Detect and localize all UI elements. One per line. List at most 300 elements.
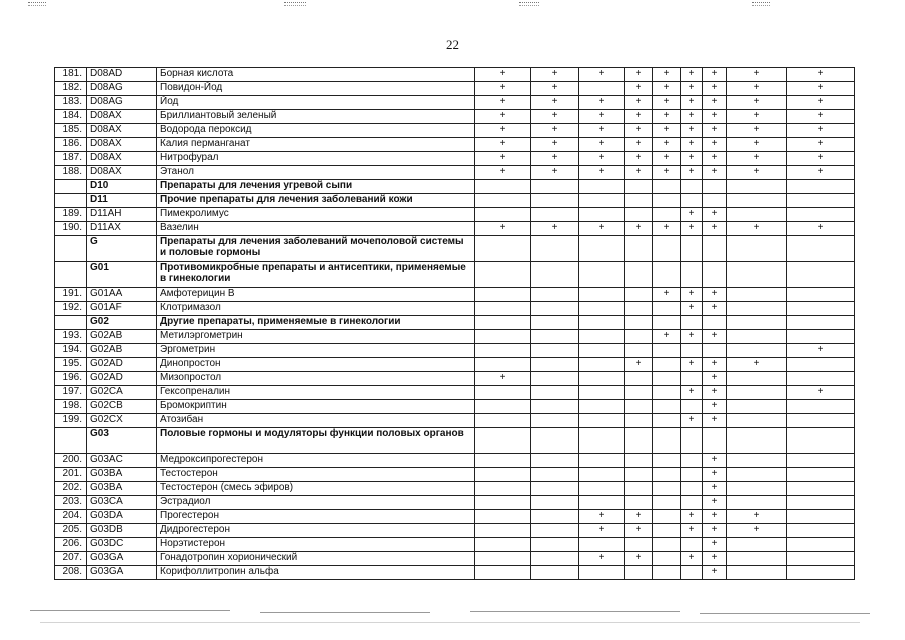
table-row: [55, 288, 855, 302]
drug-name-cell: Бриллиантовый зеленый: [157, 110, 475, 124]
drug-name-cell: Гексопреналин: [157, 386, 475, 400]
availability-mark-cell: [579, 288, 625, 302]
row-number-cell: 182.: [55, 82, 87, 96]
drug-name-cell: Тестостерон: [157, 468, 475, 482]
availability-mark-cell: +: [703, 166, 727, 180]
table-row: [55, 68, 855, 82]
availability-mark-cell: [531, 552, 579, 566]
availability-mark-cell: +: [653, 222, 681, 236]
atc-code-cell: G03CA: [87, 496, 157, 510]
drug-name-cell: Дидрогестерон: [157, 524, 475, 538]
availability-mark-cell: [703, 344, 727, 358]
availability-mark-cell: +: [653, 166, 681, 180]
availability-mark-cell: +: [727, 68, 787, 82]
drug-name-cell: Половые гормоны и модуляторы функции половых органов: [157, 428, 475, 454]
row-number-cell: 185.: [55, 124, 87, 138]
table-row: [55, 510, 855, 524]
availability-mark-cell: [475, 524, 531, 538]
availability-mark-cell: [531, 482, 579, 496]
row-number-cell: 201.: [55, 468, 87, 482]
availability-mark-cell: [727, 552, 787, 566]
availability-mark-cell: [531, 302, 579, 316]
availability-mark-cell: [653, 482, 681, 496]
drug-name-cell: Йод: [157, 96, 475, 110]
availability-mark-cell: +: [703, 152, 727, 166]
availability-mark-cell: +: [727, 152, 787, 166]
availability-mark-cell: +: [531, 96, 579, 110]
availability-mark-cell: +: [579, 68, 625, 82]
drug-name-cell: Вазелин: [157, 222, 475, 236]
availability-mark-cell: +: [681, 124, 703, 138]
availability-mark-cell: [579, 538, 625, 552]
availability-mark-cell: +: [787, 82, 855, 96]
availability-mark-cell: [625, 496, 653, 510]
row-number-cell: [55, 194, 87, 208]
table-row: [55, 538, 855, 552]
availability-mark-cell: +: [703, 208, 727, 222]
drug-name-cell: Эстрадиол: [157, 496, 475, 510]
availability-mark-cell: [579, 262, 625, 288]
availability-mark-cell: [787, 288, 855, 302]
availability-mark-cell: [625, 372, 653, 386]
availability-mark-cell: +: [475, 82, 531, 96]
availability-mark-cell: [579, 454, 625, 468]
availability-mark-cell: [531, 236, 579, 262]
availability-mark-cell: [475, 482, 531, 496]
drug-name-cell: Другие препараты, применяемые в гинекологии: [157, 316, 475, 330]
table-row: [55, 468, 855, 482]
availability-mark-cell: [475, 428, 531, 454]
availability-mark-cell: [727, 468, 787, 482]
table-row: [55, 386, 855, 400]
availability-mark-cell: [475, 414, 531, 428]
availability-mark-cell: [531, 510, 579, 524]
availability-mark-cell: [653, 454, 681, 468]
availability-mark-cell: [531, 468, 579, 482]
availability-mark-cell: [653, 496, 681, 510]
atc-code-cell: D11: [87, 194, 157, 208]
availability-mark-cell: [579, 372, 625, 386]
availability-mark-cell: +: [681, 524, 703, 538]
drug-name-cell: Корифоллитропин альфа: [157, 566, 475, 580]
availability-mark-cell: [531, 358, 579, 372]
row-number-cell: 187.: [55, 152, 87, 166]
availability-mark-cell: [703, 428, 727, 454]
drug-registry-table: [54, 67, 855, 580]
availability-mark-cell: [653, 194, 681, 208]
availability-mark-cell: [475, 454, 531, 468]
availability-mark-cell: [475, 302, 531, 316]
table-row: [55, 344, 855, 358]
availability-mark-cell: +: [579, 124, 625, 138]
availability-mark-cell: +: [625, 166, 653, 180]
availability-mark-cell: [531, 180, 579, 194]
availability-mark-cell: [727, 496, 787, 510]
atc-code-cell: D10: [87, 180, 157, 194]
availability-mark-cell: [727, 180, 787, 194]
row-number-cell: [55, 180, 87, 194]
row-number-cell: 190.: [55, 222, 87, 236]
availability-mark-cell: +: [625, 358, 653, 372]
row-number-cell: 207.: [55, 552, 87, 566]
drug-name-cell: Водорода пероксид: [157, 124, 475, 138]
availability-mark-cell: [681, 400, 703, 414]
availability-mark-cell: +: [703, 110, 727, 124]
drug-name-cell: Пимекролимус: [157, 208, 475, 222]
availability-mark-cell: [727, 566, 787, 580]
row-number-cell: 198.: [55, 400, 87, 414]
availability-mark-cell: +: [703, 454, 727, 468]
row-number-cell: 197.: [55, 386, 87, 400]
availability-mark-cell: [787, 566, 855, 580]
availability-mark-cell: [727, 400, 787, 414]
availability-mark-cell: [787, 414, 855, 428]
drug-name-cell: Мизопростол: [157, 372, 475, 386]
drug-name-cell: Нитрофурал: [157, 152, 475, 166]
availability-mark-cell: [653, 262, 681, 288]
row-number-cell: 194.: [55, 344, 87, 358]
availability-mark-cell: +: [579, 510, 625, 524]
availability-mark-cell: [727, 236, 787, 262]
availability-mark-cell: +: [681, 386, 703, 400]
atc-code-cell: D08AG: [87, 96, 157, 110]
availability-mark-cell: +: [653, 68, 681, 82]
availability-mark-cell: [531, 330, 579, 344]
atc-code-cell: D08AX: [87, 166, 157, 180]
availability-mark-cell: [475, 566, 531, 580]
availability-mark-cell: +: [727, 166, 787, 180]
availability-mark-cell: [727, 330, 787, 344]
availability-mark-cell: [681, 372, 703, 386]
availability-mark-cell: +: [625, 82, 653, 96]
row-number-cell: 186.: [55, 138, 87, 152]
availability-mark-cell: [625, 566, 653, 580]
availability-mark-cell: [681, 566, 703, 580]
atc-code-cell: G03DB: [87, 524, 157, 538]
row-number-cell: 188.: [55, 166, 87, 180]
drug-name-cell: Бромокриптин: [157, 400, 475, 414]
table-row: [55, 152, 855, 166]
atc-code-cell: G01AA: [87, 288, 157, 302]
availability-mark-cell: +: [727, 110, 787, 124]
table-row: [55, 566, 855, 580]
availability-mark-cell: +: [625, 552, 653, 566]
row-number-cell: 208.: [55, 566, 87, 580]
availability-mark-cell: +: [625, 138, 653, 152]
availability-mark-cell: [531, 454, 579, 468]
atc-code-cell: G02AB: [87, 330, 157, 344]
drug-name-cell: Препараты для лечения угревой сыпи: [157, 180, 475, 194]
row-number-cell: [55, 316, 87, 330]
availability-mark-cell: [475, 400, 531, 414]
atc-code-cell: G02: [87, 316, 157, 330]
availability-mark-cell: +: [787, 124, 855, 138]
atc-code-cell: G03DA: [87, 510, 157, 524]
availability-mark-cell: +: [681, 414, 703, 428]
row-number-cell: 193.: [55, 330, 87, 344]
availability-mark-cell: [579, 386, 625, 400]
availability-mark-cell: [625, 482, 653, 496]
availability-mark-cell: [787, 538, 855, 552]
availability-mark-cell: [625, 288, 653, 302]
atc-code-cell: D08AX: [87, 124, 157, 138]
availability-mark-cell: +: [653, 110, 681, 124]
availability-mark-cell: [787, 454, 855, 468]
availability-mark-cell: [625, 316, 653, 330]
drug-name-cell: Гонадотропин хорионический: [157, 552, 475, 566]
availability-mark-cell: [531, 496, 579, 510]
availability-mark-cell: +: [625, 96, 653, 110]
availability-mark-cell: +: [579, 96, 625, 110]
availability-mark-cell: [579, 82, 625, 96]
availability-mark-cell: +: [703, 124, 727, 138]
atc-code-cell: G03BA: [87, 468, 157, 482]
availability-mark-cell: [625, 194, 653, 208]
availability-mark-cell: [727, 428, 787, 454]
availability-mark-cell: [703, 236, 727, 262]
atc-code-cell: G03: [87, 428, 157, 454]
availability-mark-cell: [787, 524, 855, 538]
availability-mark-cell: +: [579, 110, 625, 124]
availability-mark-cell: +: [787, 68, 855, 82]
atc-code-cell: G03GA: [87, 552, 157, 566]
row-number-cell: 189.: [55, 208, 87, 222]
row-number-cell: [55, 262, 87, 288]
availability-mark-cell: [579, 302, 625, 316]
availability-mark-cell: +: [727, 358, 787, 372]
availability-mark-cell: [681, 468, 703, 482]
availability-mark-cell: +: [579, 138, 625, 152]
table-row: [55, 454, 855, 468]
atc-code-cell: G02CB: [87, 400, 157, 414]
availability-mark-cell: +: [531, 82, 579, 96]
availability-mark-cell: [625, 400, 653, 414]
availability-mark-cell: [475, 538, 531, 552]
availability-mark-cell: [625, 180, 653, 194]
availability-mark-cell: [531, 316, 579, 330]
availability-mark-cell: [703, 316, 727, 330]
availability-mark-cell: [653, 468, 681, 482]
availability-mark-cell: [531, 208, 579, 222]
availability-mark-cell: [681, 262, 703, 288]
availability-mark-cell: [579, 428, 625, 454]
availability-mark-cell: [579, 358, 625, 372]
availability-mark-cell: +: [579, 166, 625, 180]
availability-mark-cell: +: [787, 138, 855, 152]
availability-mark-cell: [727, 414, 787, 428]
atc-code-cell: G03BA: [87, 482, 157, 496]
availability-mark-cell: +: [727, 524, 787, 538]
availability-mark-cell: +: [681, 68, 703, 82]
availability-mark-cell: [727, 482, 787, 496]
availability-mark-cell: +: [703, 468, 727, 482]
availability-mark-cell: +: [681, 138, 703, 152]
availability-mark-cell: +: [653, 330, 681, 344]
availability-mark-cell: [653, 386, 681, 400]
availability-mark-cell: +: [681, 82, 703, 96]
table-group-row: [55, 316, 855, 330]
availability-mark-cell: [727, 208, 787, 222]
availability-mark-cell: [475, 316, 531, 330]
availability-mark-cell: [681, 344, 703, 358]
availability-mark-cell: [653, 428, 681, 454]
availability-mark-cell: [703, 180, 727, 194]
availability-mark-cell: [653, 552, 681, 566]
availability-mark-cell: [531, 386, 579, 400]
availability-mark-cell: +: [787, 222, 855, 236]
atc-code-cell: D08AD: [87, 68, 157, 82]
drug-name-cell: Противомикробные препараты и антисептики, применяемые в гинекологии: [157, 262, 475, 288]
scan-artifacts-top: [0, 0, 905, 14]
availability-mark-cell: [681, 236, 703, 262]
availability-mark-cell: +: [531, 124, 579, 138]
availability-mark-cell: +: [703, 358, 727, 372]
availability-mark-cell: [653, 524, 681, 538]
availability-mark-cell: [653, 510, 681, 524]
availability-mark-cell: +: [625, 68, 653, 82]
availability-mark-cell: [531, 344, 579, 358]
availability-mark-cell: +: [703, 222, 727, 236]
availability-mark-cell: +: [625, 152, 653, 166]
availability-mark-cell: +: [787, 386, 855, 400]
drug-name-cell: Прочие препараты для лечения заболеваний кожи: [157, 194, 475, 208]
availability-mark-cell: [787, 428, 855, 454]
table-row: [55, 302, 855, 316]
availability-mark-cell: +: [703, 496, 727, 510]
availability-mark-cell: [681, 538, 703, 552]
row-number-cell: 200.: [55, 454, 87, 468]
table-row: [55, 110, 855, 124]
availability-mark-cell: [727, 454, 787, 468]
page-number: 22: [446, 37, 459, 52]
availability-mark-cell: [579, 496, 625, 510]
availability-mark-cell: [653, 538, 681, 552]
drug-name-cell: Норэтистерон: [157, 538, 475, 552]
availability-mark-cell: +: [703, 372, 727, 386]
availability-mark-cell: [579, 330, 625, 344]
availability-mark-cell: +: [531, 152, 579, 166]
row-number-cell: 195.: [55, 358, 87, 372]
availability-mark-cell: [653, 302, 681, 316]
availability-mark-cell: [681, 194, 703, 208]
atc-code-cell: D08AX: [87, 110, 157, 124]
availability-mark-cell: +: [475, 124, 531, 138]
availability-mark-cell: +: [653, 138, 681, 152]
atc-code-cell: D11AH: [87, 208, 157, 222]
availability-mark-cell: [475, 288, 531, 302]
drug-name-cell: Повидон-Йод: [157, 82, 475, 96]
availability-mark-cell: [727, 344, 787, 358]
availability-mark-cell: +: [703, 330, 727, 344]
availability-mark-cell: +: [727, 96, 787, 110]
availability-mark-cell: [787, 510, 855, 524]
availability-mark-cell: [579, 194, 625, 208]
table-row: [55, 358, 855, 372]
row-number-cell: 184.: [55, 110, 87, 124]
availability-mark-cell: +: [681, 510, 703, 524]
availability-mark-cell: [653, 316, 681, 330]
row-number-cell: 199.: [55, 414, 87, 428]
table-group-row: [55, 194, 855, 208]
availability-mark-cell: [531, 372, 579, 386]
availability-mark-cell: [475, 236, 531, 262]
availability-mark-cell: +: [475, 166, 531, 180]
registry-table-body: [55, 68, 855, 580]
table-group-row: [55, 180, 855, 194]
availability-mark-cell: +: [531, 222, 579, 236]
availability-mark-cell: [625, 236, 653, 262]
availability-mark-cell: [625, 302, 653, 316]
availability-mark-cell: [531, 414, 579, 428]
availability-mark-cell: [681, 428, 703, 454]
availability-mark-cell: [727, 538, 787, 552]
availability-mark-cell: +: [727, 222, 787, 236]
availability-mark-cell: [475, 468, 531, 482]
availability-mark-cell: +: [681, 152, 703, 166]
availability-mark-cell: [475, 330, 531, 344]
availability-mark-cell: +: [703, 302, 727, 316]
atc-code-cell: G03AC: [87, 454, 157, 468]
availability-mark-cell: [531, 538, 579, 552]
availability-mark-cell: +: [703, 82, 727, 96]
availability-mark-cell: +: [681, 222, 703, 236]
availability-mark-cell: +: [787, 110, 855, 124]
availability-mark-cell: +: [703, 552, 727, 566]
availability-mark-cell: [787, 496, 855, 510]
row-number-cell: [55, 428, 87, 454]
availability-mark-cell: [653, 208, 681, 222]
availability-mark-cell: +: [653, 96, 681, 110]
row-number-cell: 203.: [55, 496, 87, 510]
availability-mark-cell: +: [653, 152, 681, 166]
availability-mark-cell: +: [703, 386, 727, 400]
availability-mark-cell: [787, 316, 855, 330]
availability-mark-cell: +: [579, 222, 625, 236]
availability-mark-cell: +: [531, 138, 579, 152]
availability-mark-cell: +: [475, 96, 531, 110]
availability-mark-cell: [787, 208, 855, 222]
availability-mark-cell: +: [681, 166, 703, 180]
availability-mark-cell: [625, 454, 653, 468]
drug-name-cell: Клотримазол: [157, 302, 475, 316]
availability-mark-cell: +: [727, 82, 787, 96]
atc-code-cell: G01: [87, 262, 157, 288]
availability-mark-cell: [625, 262, 653, 288]
availability-mark-cell: +: [475, 138, 531, 152]
table-group-row: [55, 236, 855, 262]
row-number-cell: 183.: [55, 96, 87, 110]
availability-mark-cell: +: [579, 152, 625, 166]
availability-mark-cell: +: [703, 288, 727, 302]
availability-mark-cell: +: [531, 166, 579, 180]
availability-mark-cell: [653, 236, 681, 262]
availability-mark-cell: +: [625, 524, 653, 538]
table-row: [55, 482, 855, 496]
availability-mark-cell: [531, 194, 579, 208]
availability-mark-cell: [653, 566, 681, 580]
drug-name-cell: Амфотерицин B: [157, 288, 475, 302]
availability-mark-cell: +: [475, 222, 531, 236]
availability-mark-cell: +: [531, 68, 579, 82]
atc-code-cell: G02CA: [87, 386, 157, 400]
availability-mark-cell: [475, 386, 531, 400]
drug-name-cell: Метилэргометрин: [157, 330, 475, 344]
availability-mark-cell: [625, 208, 653, 222]
row-number-cell: 196.: [55, 372, 87, 386]
availability-mark-cell: +: [475, 372, 531, 386]
availability-mark-cell: [727, 386, 787, 400]
availability-mark-cell: [475, 262, 531, 288]
